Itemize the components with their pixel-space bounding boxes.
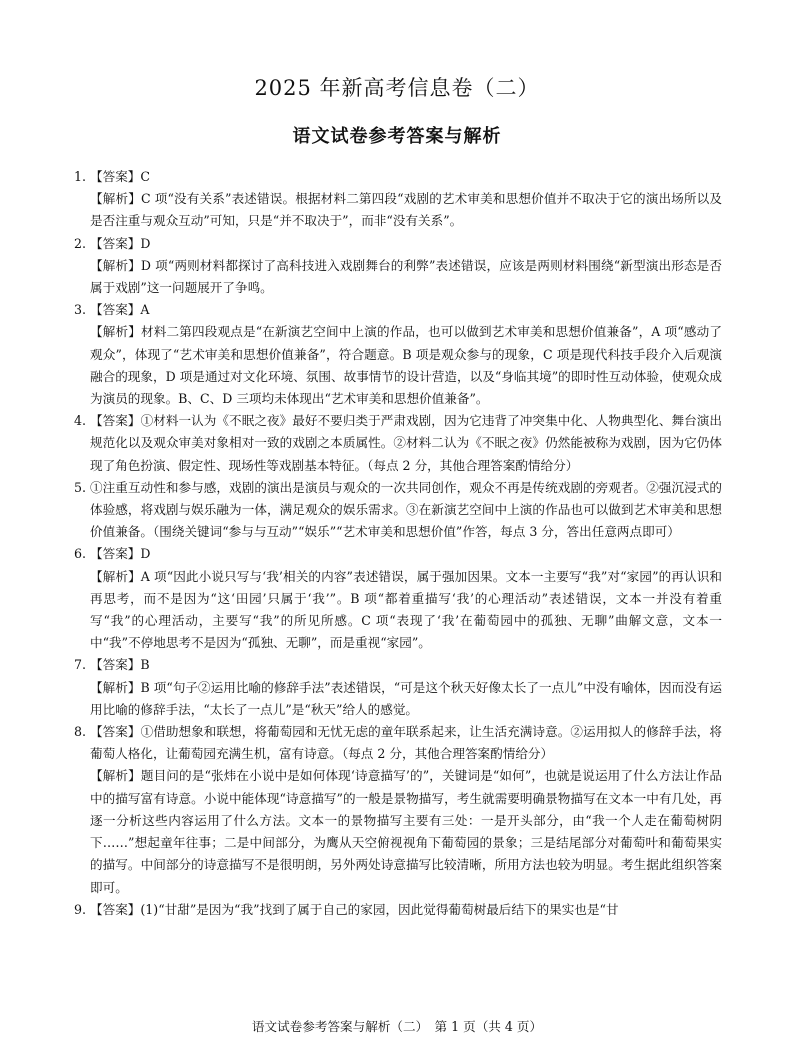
- answer-text: 【答案】A: [90, 302, 150, 318]
- answer-item-number: 4.: [74, 413, 87, 429]
- answer-text: 【答案】①借助想象和联想，将葡萄园和无忧无虑的童年联系起来，让生活充满诗意。②运用拟人的修辞手法，将葡萄人格化，让葡萄园充满生机，富有诗意。（每点 2 分，其他合理答案酌情给分）: [90, 724, 722, 762]
- answer-item: [74, 299, 722, 410]
- answer-item-number: 7.: [74, 657, 87, 673]
- answer-item-number: 8.: [74, 724, 87, 740]
- answer-list: [74, 166, 722, 921]
- answer-item: [74, 233, 722, 300]
- answer-item: [74, 721, 722, 899]
- answer-text: ①注重互动性和参与感，戏剧的演出是演员与观众的一次共同创作，观众不再是传统戏剧的旁观者。②强沉浸式的体验感，将戏剧与娱乐融为一体，满足观众的娱乐需求。③在新演艺空间中上演的作品也可以做到艺术审美和思想价值兼备。（围绕关键词“参与与互动”“娱乐”“艺术审美和思想价值”作答，每点 3 分，答出任意两点即可）: [90, 479, 722, 540]
- analysis-text: 【解析】B 项“句子②运用比喻的修辞手法”表述错误，“可是这个秋天好像太长了一点儿”中没有喻体，因而没有运用比喻的修辞手法，“太长了一点儿”是“秋天”给人的感觉。: [90, 679, 722, 717]
- page-footer: 语文试卷参考答案与解析（二） 第 1 页（共 4 页）: [251, 1019, 543, 1034]
- answer-item-number: 9.: [74, 901, 87, 917]
- answer-item-number: 1.: [74, 169, 87, 184]
- answer-text: 【答案】(1)“甘甜”是因为“我”找到了属于自己的家园，因此觉得葡萄树最后结下的果实也是“甘: [90, 901, 619, 917]
- answer-item: [74, 410, 722, 477]
- analysis-text: 【解析】题目问的是“张炜在小说中是如何体现‘诗意描写’的”，关键词是“如何”，也就是说运用了什么方法让作品中的描写富有诗意。小说中能体现“诗意描写”的一般是景物描写，考生就需要明确景物描写在文本一中有几处，再逐一分析这些内容运用了什么方法。文本一的景物描写主要有三处：一是开头部分，由“我一个人走在葡萄树阴下……”想起童年往事；二是中间部分，为鹰从天空俯视视角下葡萄园的景象；三是结尾部分对葡萄叶和葡萄果实的描写。中间部分的诗意描写不是很明朗，另外两处诗意描写比较清晰，所用方法也较为明显。考生据此组织答案即可。: [90, 768, 722, 895]
- answer-item: [74, 166, 722, 233]
- answer-text: 【答案】D: [90, 235, 151, 251]
- answer-item-number: 2.: [74, 235, 87, 251]
- answer-item-number: 5.: [74, 479, 87, 495]
- analysis-text: 【解析】A 项“因此小说只写与‘我’相关的内容”表述错误，属于强加因果。文本一主要写“我”对“家园”的再认识和再思考，而不是因为“这‘田园’只属于‘我’”。B 项“都着重描写‘我’的心理活动”表述错误，文本一并没有着重写“我”的心理活动，主要写“我”的所见所感。C 项“表现了‘我’在葡萄园中的孤独、无聊”曲解文意，文本一中“我”不停地思考不是因为“孤独、无聊”，而是重视“家园”。: [90, 568, 722, 651]
- answer-item: [74, 477, 722, 544]
- answer-item-number: 6.: [74, 546, 87, 562]
- analysis-text: 【解析】D 项“两则材料都探讨了高科技进入戏剧舞台的利弊”表述错误，应该是两则材料围绕“新型演出形态是否属于戏剧”这一问题展开了争鸣。: [90, 257, 722, 296]
- answer-item-number: 3.: [74, 302, 87, 318]
- answer-item: [74, 543, 722, 654]
- answer-text: 【答案】B: [90, 657, 150, 673]
- analysis-text: 【解析】材料二第四段观点是“在新演艺空间中上演的作品，也可以做到艺术审美和思想价值兼备”，A 项“感动了观众”，体现了“艺术审美和思想价值兼备”，符合题意。B 项是观众参与的现象，C 项是现代科技手段介入后观演融合的现象，D 项是通过对文化环境、氛围、故事情节的设计营造，以及“身临其境”的即时性互动体验，使观众成为演员的现象。B、C、D 三项均未体现出“艺术审美和思想价值兼备”。: [90, 324, 722, 407]
- answer-item: [74, 899, 722, 921]
- analysis-text: 【解析】C 项“没有关系”表述错误。根据材料二第四段“戏剧的艺术审美和思想价值并不取决于它的演出场所以及是否注重与观众互动”可知，只是“并不取决于”，而非“没有关系”。: [90, 191, 722, 229]
- page-subtitle: 语文试卷参考答案与解析: [292, 126, 502, 147]
- answer-text: 【答案】D: [90, 546, 151, 562]
- answer-text: 【答案】①材料一认为《不眠之夜》最好不要归类于严肃戏剧，因为它违背了冲突集中化、人物典型化、舞台演出规范化以及观众审美对象相对一致的戏剧之本质属性。②材料二认为《不眠之夜》仍然能被称为戏剧，因为它仍体现了角色扮演、假定性、现场性等戏剧基本特征。（每点 2 分，其他合理答案酌情给分）: [90, 413, 722, 473]
- page-title: 2025 年新高考信息卷（二）: [254, 76, 540, 100]
- answer-item: [74, 654, 722, 721]
- answer-text: 【答案】C: [90, 169, 151, 184]
